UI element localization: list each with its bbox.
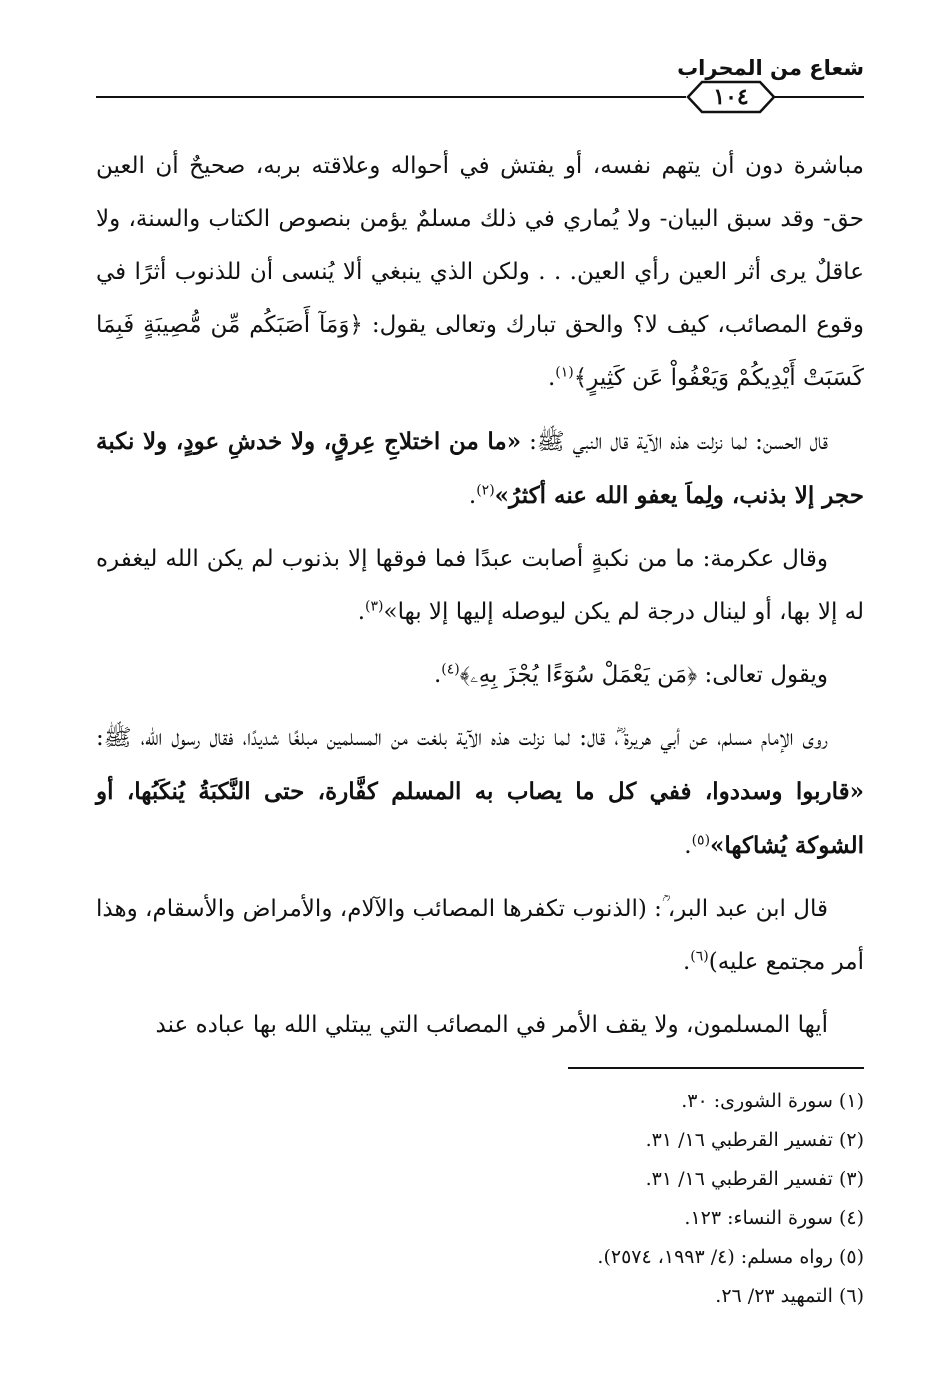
paragraph: [96, 883, 864, 989]
text-run: روى الإمام مسلم، عن أبي هريرة ؓ، قال: لما نزلت هذه الآية بلغت من المسلمين مبلغًا شديدًا، فقال رسول الله، ﷺ:: [96, 725, 828, 751]
paragraph: [96, 140, 864, 405]
text-run: أيها المسلمون، ولا يقف الأمر في المصائب التي يبتلي الله بها عباده عند: [155, 1012, 828, 1038]
text-run: .: [684, 833, 692, 859]
main-text: [96, 140, 864, 1062]
text-run: .: [468, 483, 477, 509]
text-run: قال ابن عبد البر، ؒ: (الذنوب تكفرها المصائب والآلام، والأمراض والأسقام، وهذا أمر مجتمع عليه): [96, 896, 864, 975]
hadith-quote: «قاربوا وسددوا، ففي كل ما يصاب به المسلم كفَّارة، حتى النَّكبَةُ يُنكَبُها، أو الشوكة يُشاكها»: [96, 778, 864, 859]
page-header: [96, 52, 864, 116]
footnote-ref: (٢): [476, 482, 495, 499]
text-run: .: [547, 365, 556, 391]
paragraph: [96, 649, 864, 702]
footnote: (٢) تفسير القرطبي ١٦/ ٣١.: [645, 1129, 864, 1151]
text-run: .: [682, 949, 691, 975]
paragraph: [96, 415, 864, 523]
page-number: ١٠٤: [713, 84, 749, 110]
text-run: وقال عكرمة: ما من نكبةٍ أصابت عبدًا فما فوقها إلا بذنوب لم يكن الله ليغفره له إلا بها، أو لينال درجة لم يكن ليوصله إليها إلا بها»: [96, 546, 864, 625]
header-rule: [96, 96, 686, 98]
footnote: (٦) التمهيد ٢٣/ ٢٦.: [715, 1285, 864, 1307]
text-run: .: [357, 599, 366, 625]
page-number-badge: [686, 80, 776, 114]
footnotes-list: [364, 1082, 864, 1316]
quran-verse: ﴿مَن يَعْمَلْ سُوٓءًا يُجْزَ بِهِۦ﴾: [459, 662, 698, 688]
quran-verse: ﴿وَمَآ أَصَبَكُم مِّن مُّصِيبَةٍ فَبِمَا كَسَبَتْ أَيْدِيكُمْ وَيَعْفُواْ عَن كَثِيرٍ﴾: [96, 312, 864, 391]
footnote-ref: (٤): [441, 661, 460, 678]
header-rule: [774, 96, 864, 98]
hadith-quote: «ما من اختلاجِ عِرقٍ، ولا خدشِ عودٍ، ولا نكبة حجر إلا بذنب، ولِماَ يعفو الله عنه أكثرُ»: [96, 428, 864, 509]
text-run: ويقول تعالى:: [697, 662, 828, 688]
footnote: (٣) تفسير القرطبي ١٦/ ٣١.: [645, 1168, 864, 1190]
footnote: (١) سورة الشورى: ٣٠.: [681, 1090, 864, 1112]
paragraph: [96, 712, 864, 873]
running-title: شعاع من المحراب: [677, 56, 864, 80]
footnote-ref: (٥): [691, 832, 711, 849]
footnote-ref: (٦): [690, 948, 709, 965]
footnote: (٤) سورة النساء: ١٢٣.: [684, 1207, 864, 1229]
footnote-separator: [568, 1067, 864, 1069]
footnote-ref: (١): [555, 364, 574, 381]
text-run: مباشرة دون أن يتهم نفسه، أو يفتش في أحواله وعلاقته بربه، صحيحٌ أن العين حق- وقد سبق البيان- ولا يُماري في ذلك مسلمٌ يؤمن بنصوص الكتاب والسنة، ولا عاقلٌ يرى أثر العين رأي العين. . . ولكن الذي ينبغي ألا يُنسى أن للذنوب أثرًا في وقوع المصائب، كيف لا؟ والحق تبارك وتعالى يقول:: [96, 153, 864, 338]
text-run: قال الحسن: لما نزلت هذه الآية قال النبي ﷺ:: [521, 429, 828, 455]
footnote-ref: (٣): [365, 598, 384, 615]
text-run: .: [433, 662, 442, 688]
footnote: (٥) رواه مسلم: (٤/ ١٩٩٣، ٢٥٧٤).: [597, 1246, 864, 1268]
paragraph: [96, 533, 864, 639]
paragraph: [96, 999, 864, 1052]
